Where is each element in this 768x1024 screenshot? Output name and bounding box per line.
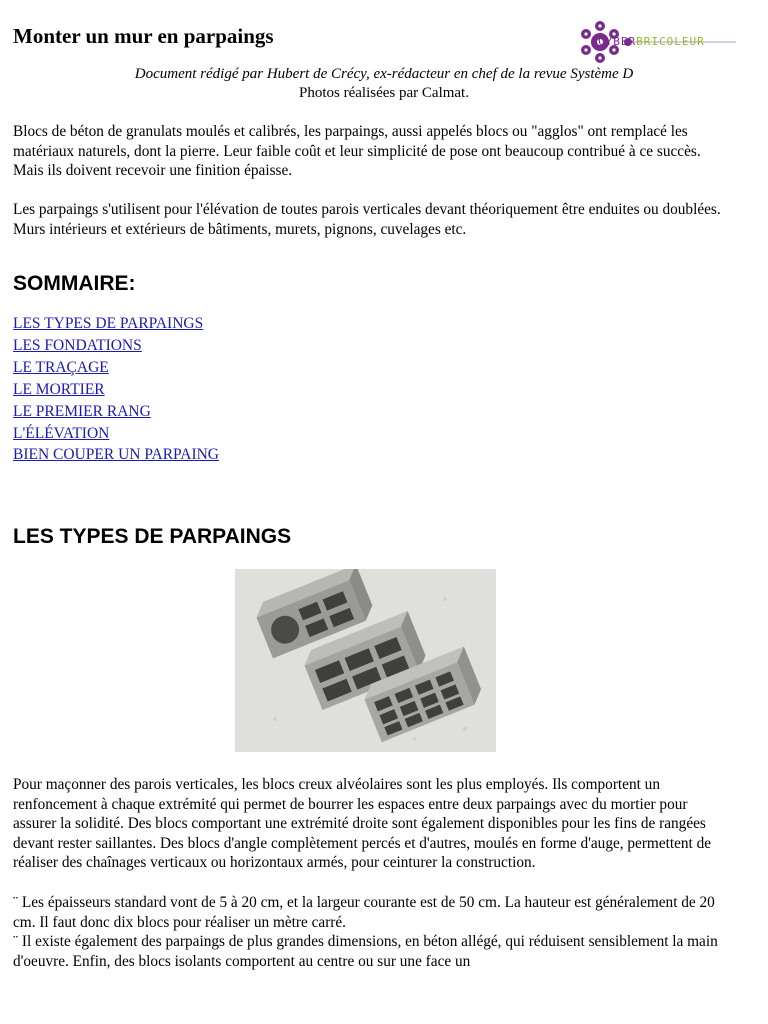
page-title: Monter un mur en parpaings <box>13 24 274 48</box>
toc-item <box>13 335 219 357</box>
logo-text <box>598 35 705 48</box>
photo-credit: Photos réalisées par Calmat. <box>299 85 469 101</box>
summary-heading: SOMMAIRE: <box>13 272 136 295</box>
author-line: Document rédigé par Hubert de Crécy, ex-rédacteur en chef de la revue Système D <box>134 66 634 82</box>
toc-item <box>13 357 219 379</box>
credits <box>13 65 755 103</box>
toc-link-fondations[interactable]: LES FONDATIONS <box>13 336 142 354</box>
section-heading-types: LES TYPES DE PARPAINGS <box>13 525 292 548</box>
logo-text-bricoleur: BRICOLEUR <box>636 35 705 48</box>
toc-link-couper[interactable]: BIEN COUPER UN PARPAING <box>13 446 219 464</box>
toc-item <box>13 379 219 401</box>
section-bullet-2: ¨ Il existe également des parpaings de plus grandes dimensions, en béton allégé, qui réduisent sensiblement la main d'oeuvre. Enfin, des blocs isolants comportent au centre ou sur une face un <box>13 933 718 970</box>
toc-link-premier-rang[interactable]: LE PREMIER RANG <box>13 402 151 420</box>
toc-link-elevation[interactable]: L'ÉLÉVATION <box>13 424 110 442</box>
toc-item <box>13 423 219 445</box>
logo-text-cyber: CYBER <box>598 35 637 48</box>
intro-paragraph-1: Blocs de béton de granulats moulés et calibrés, les parpaings, aussi appelés blocs ou "agglos" ont remplacé les matériaux naturels, dont la pierre. Leur faible coût et leur simplicité de pose ont beaucoup contribué à ce succès. Mais ils doivent recevoir une finition épaisse. <box>13 123 701 180</box>
toc-link-mortier[interactable]: LE MORTIER <box>13 380 105 398</box>
toc-item <box>13 313 219 335</box>
toc-link-types[interactable]: LES TYPES DE PARPAINGS <box>13 315 204 332</box>
toc-item <box>13 444 219 466</box>
summary-list <box>13 313 219 466</box>
toc-item <box>13 401 219 423</box>
section-paragraph-1: Pour maçonner des parois verticales, les blocs creux alvéolaires sont les plus employés. Ils comportent un renfoncement à chaque extrémité qui permet de bourrer les espaces entre deux parpaings avec du mortier pour assurer la solidité. Des blocs comportant une extrémité droite sont également disponibles pour les fins de rangées devant rester saillantes. Des blocs d'angle complètement percés et d'autres, moulés en forme d'auge, permettent de réaliser des chaînages verticaux ou horizontaux armés, pour ceinturer la construction. <box>13 776 712 872</box>
toc-link-tracage[interactable]: LE TRAÇAGE <box>13 358 109 376</box>
parpaings-photo <box>235 569 496 752</box>
section-bullet-1: ¨ Les épaisseurs standard vont de 5 à 20 cm, et la largeur courante est de 50 cm. La hauteur est généralement de 20 cm. Il faut donc dix blocs pour réaliser un mètre carré. <box>13 894 715 931</box>
intro-paragraph-2: Les parpaings s'utilisent pour l'élévation de toutes parois verticales devant théoriquement être enduites ou doublées. Murs intérieurs et extérieurs de bâtiments, murets, pignons, cuvelages etc. <box>13 201 721 238</box>
